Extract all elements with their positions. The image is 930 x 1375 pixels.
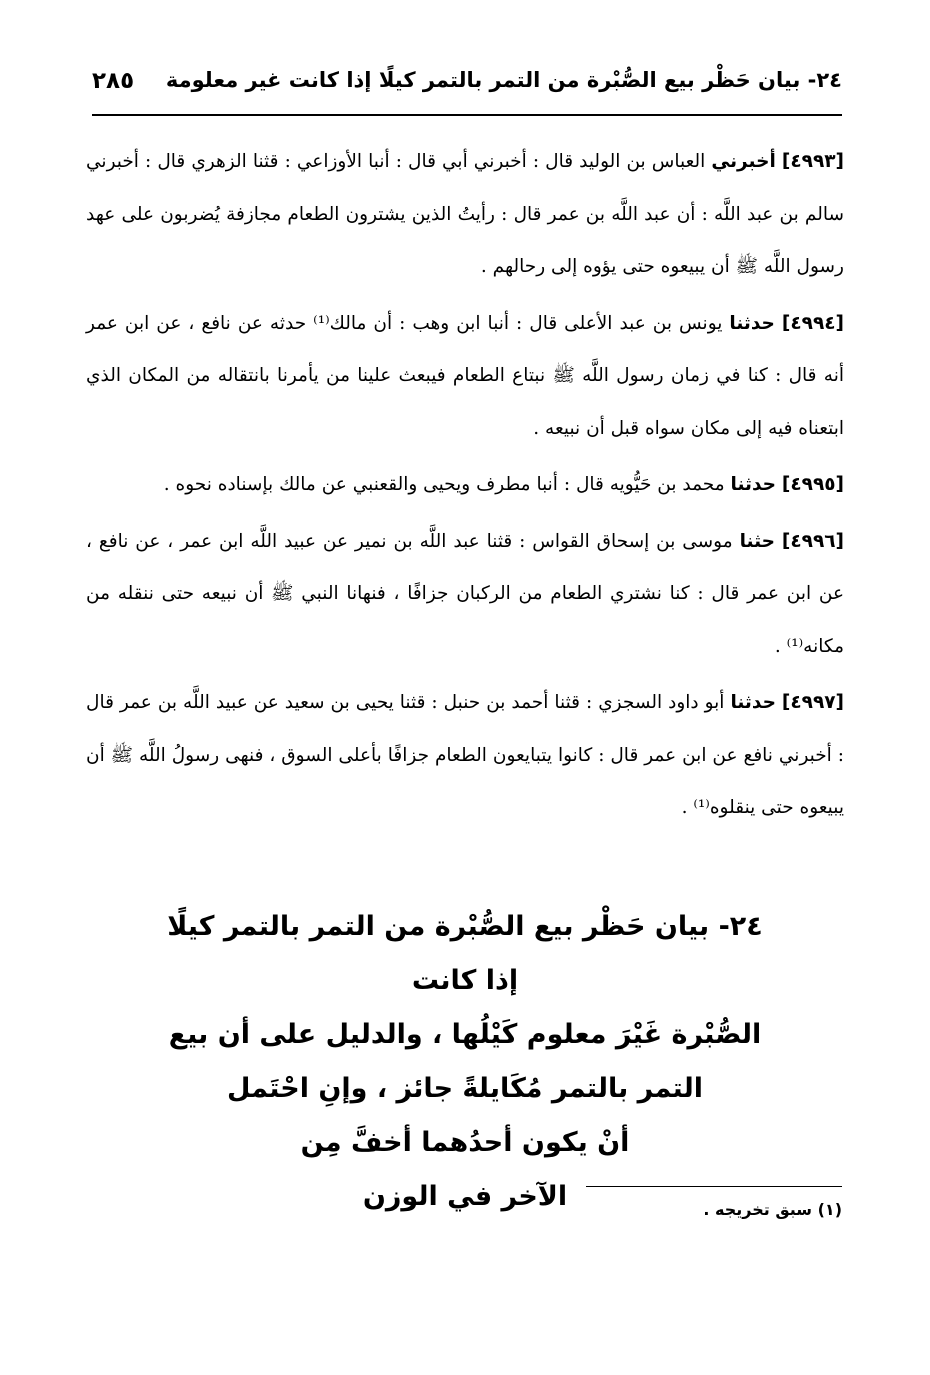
running-header: [92, 62, 842, 116]
narration-lead: حدثنا: [730, 474, 776, 495]
hadith-number: [٤٩٩٣]: [781, 151, 844, 172]
hadith-text: العباس بن الوليد قال : أخبرني أبي قال : أنبا الأوزاعي : قثنا الزهري قال : أخبرني سالم بن عبد اللَّه : أن عبد اللَّه بن عمر قال : رأيتُ الذين يشترون الطعام مجازفة يُضربون على عهد رسول اللَّه ﷺ أن يبيعوه حتى يؤوه إلى رحالهم .: [86, 151, 844, 277]
heading-line: أنْ يكون أحدُهما أخفَّ مِن: [300, 1127, 630, 1158]
hadith-paragraph: [86, 298, 844, 456]
hadith-number: [٤٩٩٧]: [781, 692, 844, 713]
hadith-number: [٤٩٩٤]: [781, 312, 844, 334]
heading-line: الآخر في الوزن: [362, 1181, 568, 1212]
section-heading: [150, 900, 780, 1224]
main-text: [86, 136, 844, 839]
hadith-paragraph: [86, 516, 844, 674]
running-title: ٢٤- بيان حَظْر بيع الصُّبْرة من التمر بالتمر كيلًا إذا كانت غير معلومة: [165, 68, 842, 92]
hadith-text: موسى بن إسحاق القواس : قثنا عبد اللَّه بن نمير عن عبيد اللَّه ابن عمر ، عن نافع ، عن ابن عمر قال : كنا نشتري الطعام من الركبان جزافًا ، فنهانا النبي ﷺ أن نبيعه حتى ننقله من مكانه⁽¹⁾ .: [86, 530, 844, 657]
narration-lead: حثنا: [739, 530, 775, 552]
heading-line: ٢٤- بيان حَظْر بيع الصُّبْرة من التمر بالتمر كيلًا إذا كانت: [167, 911, 763, 996]
hadith-text: محمد بن حَيُّويه قال : أنبا مطرف ويحيى والقعنبي عن مالك بإسناده نحوه .: [163, 474, 725, 495]
page-number: ٢٨٥: [92, 68, 135, 94]
footnote-divider: [586, 1186, 842, 1187]
hadith-paragraph: [86, 459, 844, 512]
hadith-paragraph: [86, 136, 844, 294]
hadith-number: [٤٩٩٥]: [781, 474, 844, 495]
hadith-paragraph: [86, 677, 844, 835]
footnote: (١) سبق تخريجه .: [703, 1200, 842, 1219]
hadith-text: يونس بن عبد الأعلى قال : أنبا ابن وهب : أن مالك⁽¹⁾ حدثه عن نافع ، عن ابن عمر أنه قال : كنا في زمان رسول اللَّه ﷺ نبتاع الطعام فيبعث علينا من يأمرنا بانتقاله من المكان الذي ابتعناه فيه إلى مكان سواه قبل أن نبيعه .: [86, 312, 844, 439]
hadith-number: [٤٩٩٦]: [781, 530, 844, 552]
narration-lead: أخبرني: [711, 151, 776, 172]
heading-line: التمر بالتمر مُكَايلةً جائز ، وإنِ احْتَمل: [227, 1073, 703, 1104]
narration-lead: حدثنا: [729, 312, 775, 334]
hadith-text: أبو داود السجزي : قثنا أحمد بن حنبل : قثنا يحيى بن سعيد عن عبيد اللَّه بن عمر قال : أخبرني نافع عن ابن عمر قال : كانوا يتبايعون الطعام جزافًا بأعلى السوق ، فنهى رسولُ اللَّه ﷺ أن يبيعوه حتى ينقلوه⁽¹⁾ .: [86, 692, 844, 818]
narration-lead: حدثنا: [730, 692, 776, 713]
heading-line: الصُّبْرة غَيْرَ معلوم كَيْلُها ، والدليل على أن بيع: [168, 1019, 762, 1050]
